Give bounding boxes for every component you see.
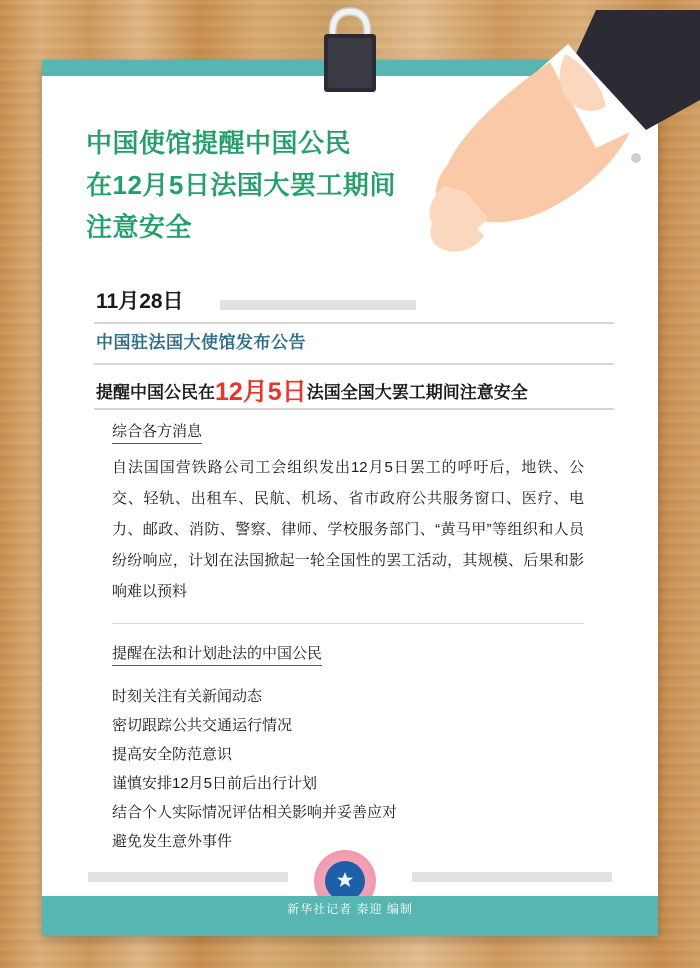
title-line-3: 注意安全 (86, 212, 193, 242)
list-item: 密切跟踪公共交通运行情况 (112, 717, 293, 734)
footer-bar-right (412, 872, 612, 882)
footer-bar-left (88, 872, 288, 882)
page-title (86, 122, 506, 248)
credit-line: 新华社记者 秦迎 编制 (42, 896, 658, 922)
title-line-2: 在12月5日法国大罢工期间 (86, 170, 396, 200)
divider-rule-3 (94, 408, 614, 410)
emblem-inner-circle (325, 861, 365, 901)
headline (96, 372, 626, 408)
section1-body: 自法国国营铁路公司工会组织发出12月5日罢工的呼吁后，地铁、公交、轻轨、出租车、民航、机场、省市政府公共服务窗口、医疗、电力、邮政、消防、警察、律师、学校服务部门、“黄马甲”等组织和人员纷纷响应，计划在法国掀起一轮全国性的罢工活动，其规模、后果和影响难以预料 (112, 459, 584, 600)
list-item: 时刻关注有关新闻动态 (112, 688, 263, 705)
list-item: 避免发生意外事件 (112, 833, 233, 850)
section2-label: 提醒在法和计划赴法的中国公民 (112, 642, 322, 666)
binder-clip-icon (310, 6, 390, 102)
headline-prefix: 提醒中国公民在 (96, 383, 215, 402)
publish-date: 11月28日 (96, 290, 184, 313)
headline-highlight: 12月5日 (215, 378, 307, 406)
title-line-1: 中国使馆提醒中国公民 (86, 128, 352, 158)
divider-rule-2 (94, 363, 614, 365)
list-item: 谨慎安排12月5日前后出行计划 (112, 775, 318, 792)
list-item: 提高安全防范意识 (112, 746, 233, 763)
headline-suffix: 法国全国大罢工期间注意安全 (306, 383, 528, 402)
title-underline-bar (220, 300, 416, 310)
divider-rule-4 (112, 623, 584, 624)
divider-rule-1 (94, 322, 614, 324)
subheading: 中国驻法国大使馆发布公告 (96, 333, 306, 352)
list-item: 结合个人实际情况评估相关影响并妥善应对 (112, 804, 398, 821)
section1-label: 综合各方消息 (112, 420, 202, 444)
sheet-bottom-bar (42, 922, 658, 936)
section2-list (112, 682, 584, 856)
